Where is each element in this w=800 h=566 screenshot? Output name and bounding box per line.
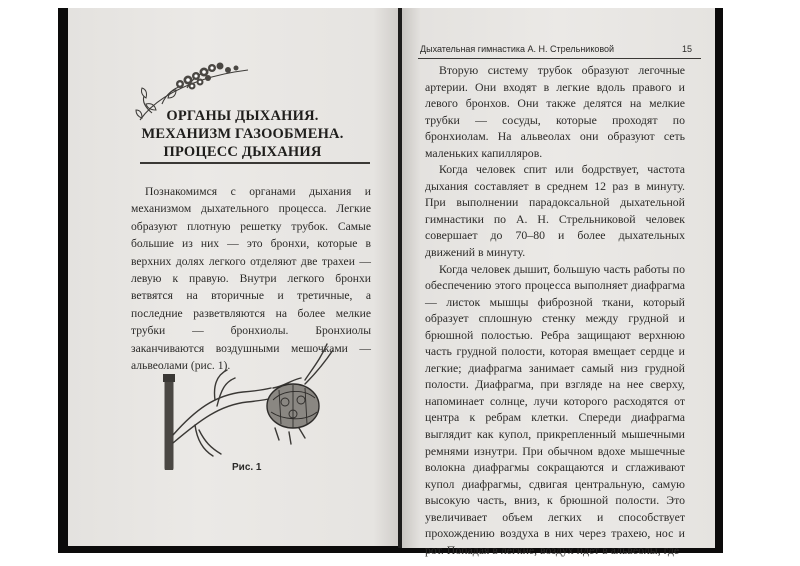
bronchiole-alveoli-illustration (155, 340, 345, 470)
right-paragraph-3: Когда человек дышит, большую часть работы по обеспечению этого процесса выполняет диафрагма — листок мышцы фиброзной ткани, который образует сплошную стенку между грудной и брюшной полостью. Ребра защищают верхнюю часть грудной полости, которая вмещает сердце и легкие; диафрагма занимает самый низ грудной полости. Диафрагма, при взгляде на нее сверху, напоминает солнце, лучи которого расходятся от центра к ребрам клетки. Спереди диафрагма выглядит как купол, прикрепленный мышечными ремнями изнутри. При обычном вдохе мышечные волокна диафрагмы сокращаются и сглаживают купол диафрагмы, сдвигая центральную, самую высокую часть, вниз, к брюшной полости. Это увеличивает объем легких и способствует прохождению воздуха в них через трахею, нос и рот. Попадая в легкие, воздух идет в альвеолы, где (425, 261, 685, 557)
header-rule (418, 58, 701, 59)
page-number: 15 (681, 44, 692, 54)
bleed-through-text (40, 40, 325, 50)
chapter-title: ОРГАНЫ ДЫХАНИЯ. МЕХАНИЗМ ГАЗООБМЕНА. ПРОЦЕСС ДЫХАНИЯ (141, 108, 344, 160)
bleed-through-margin (0, 180, 12, 440)
left-paragraph: Познакомимся с органами дыхания и механизмом дыхательного процесса. Легкие образуют плотную решетку трубок. Самые большие из них — это бронхи, которые в верхних долях легкого отделяют две трахеи — левую к правую. Внутри легкого бронхи ветвятся на вторичные и третичные, а последние разветвляются на более мелкие трубки — бронхиолы. Бронхиолы заканчиваются воздушными мешочками — альвеолами (рис. 1). (131, 185, 371, 373)
title-underline (140, 162, 370, 164)
right-paragraph-2: Когда человек спит или бодрствует, частота дыхания составляет в среднем 12 раз в минуту. При выполнении парадоксальной дыхательной гимнастики по А. Н. Стрельниковой человек совершает до 70–80 и более дыхательных движений в минуту. (425, 162, 685, 260)
running-header (420, 42, 698, 56)
right-page-body (425, 62, 685, 558)
figure-caption: Рис. 1 (232, 462, 262, 473)
right-paragraph-1: Вторую систему трубок образуют легочные артерии. Они входят в легкие вдоль правого и левого бронхов. Они также делятся на мелкие трубки — сосуды, которые проходят по бронхиолам. На альвеолах они образуют сеть маленьких капилляров. (425, 63, 685, 160)
running-header-title: Дыхательная гимнастика А. Н. Стрельниковой (420, 44, 615, 54)
